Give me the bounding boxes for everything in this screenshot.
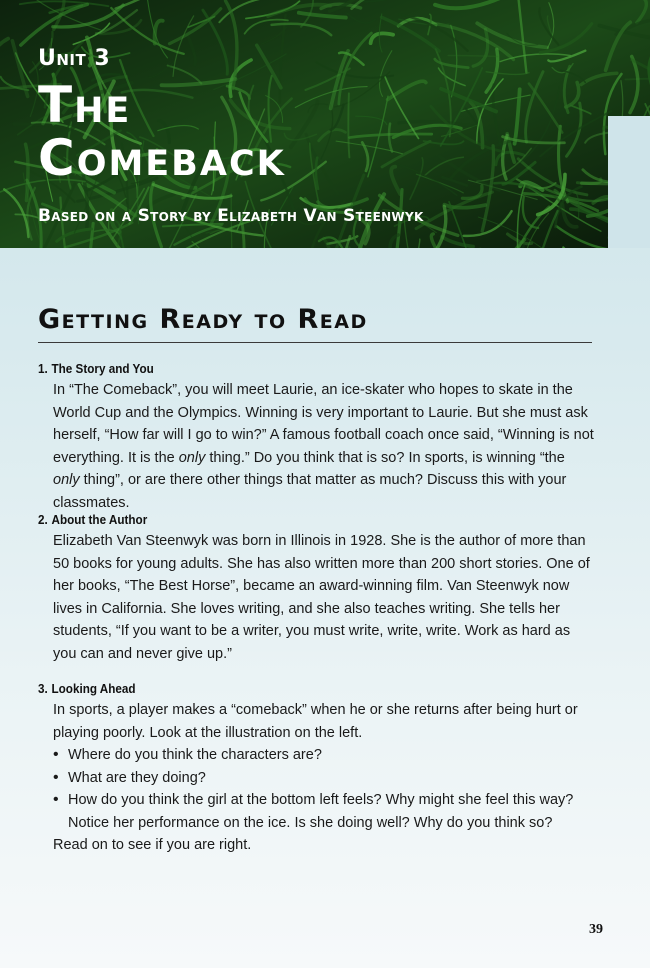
banner-notch xyxy=(608,116,650,248)
item-story-and-you xyxy=(38,361,594,514)
list-item: • How do you think the girl at the bottom left feels? Why might she feel this way? Notice her performance on the ice. Is she doing well? Why do you think so? xyxy=(53,789,594,834)
page-number: 39 xyxy=(589,922,603,937)
story-title-line-2: Comeback xyxy=(38,129,286,187)
item-heading xyxy=(38,681,538,696)
list-item: • Where do you think the characters are? xyxy=(53,744,594,767)
item-body xyxy=(53,379,594,514)
item-body: In sports, a player makes a “comeback” when he or she returns after being hurt or playing poorly. Look at the illustration on the left. xyxy=(53,702,578,741)
closing-text: Read on to see if you are right. xyxy=(53,837,252,853)
body-emphasis: only xyxy=(53,472,80,488)
item-title: The Story and You xyxy=(51,361,154,376)
item-title: Looking Ahead xyxy=(51,681,136,696)
story-title-line-1: The xyxy=(38,76,132,134)
story-byline: Based on a Story by Elizabeth Van Steenwyk xyxy=(38,206,424,226)
item-title: About the Author xyxy=(51,512,148,527)
question-list xyxy=(38,744,594,834)
item-number: 1. xyxy=(38,361,48,376)
list-item: • What are they doing? xyxy=(53,767,594,790)
item-heading xyxy=(38,512,538,527)
item-looking-ahead xyxy=(38,681,594,857)
body-text: In “The Comeback”, you will meet Laurie, an ice-skater who hopes to skate in the World Cup and the Olympics. Winning is very important to Laurie. But she must ask herself, “How far will I go to win?” A famous football coach once said, “Winning is not everything. It is the xyxy=(53,382,594,466)
body-emphasis: only xyxy=(178,449,206,466)
unit-label: Unit 3 xyxy=(38,46,111,71)
section-heading: Getting Ready to Read xyxy=(38,304,368,335)
item-body: Elizabeth Van Steenwyk was born in Illinois in 1928. She is the author of more than 50 books for young adults. She has also written more than 200 short stories. One of her books, “The Best Horse”, became an award-winning film. Van Steenwyk now lives in California. She loves writing, and she also teaches writing. She tells her students, “If you want to be a writer, you must write, write, write. Work as hard as you can and never give up.” xyxy=(53,533,590,662)
heading-rule xyxy=(38,342,592,343)
grass-stroke xyxy=(348,93,349,157)
item-heading xyxy=(38,361,538,376)
body-text: thing.” Do you think that is so? In sports, is winning “the xyxy=(205,449,565,466)
body-text: thing”, or are there other things that matter as much? Discuss this with your classmates. xyxy=(53,472,567,511)
item-number: 3. xyxy=(38,681,48,696)
item-number: 2. xyxy=(38,512,48,527)
item-about-author xyxy=(38,512,594,665)
